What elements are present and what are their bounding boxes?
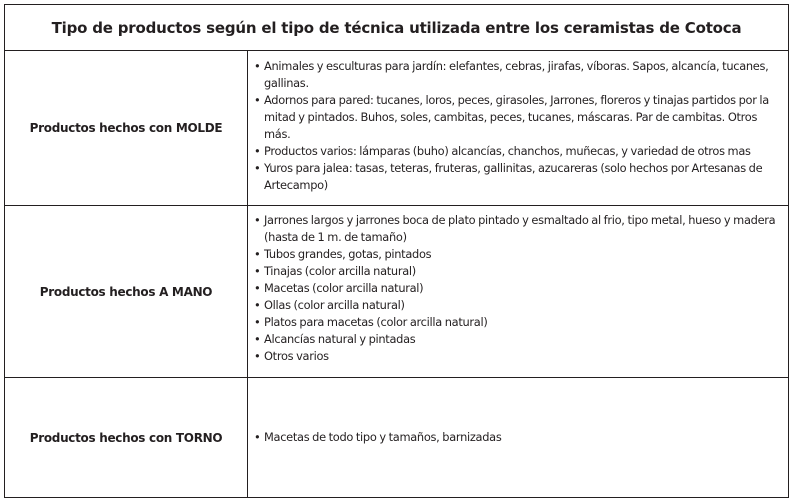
list-item: • Platos para macetas (color arcilla natural) [254,314,780,331]
list-item: • Yuros para jalea: tasas, teteras, fruteras, gallinitas, azucareras (solo hechos por Artesanas de Artecampo) [254,160,780,194]
row-label: Productos hechos con TORNO [29,430,223,445]
list-item: • Macetas de todo tipo y tamaños, barnizadas [254,429,501,446]
row-label-cell [5,378,248,497]
list-item: • Tinajas (color arcilla natural) [254,263,780,280]
products-table [4,4,789,498]
row-label: Productos hechos A MANO [39,284,213,299]
row-content-cell [248,206,788,377]
row-content-cell [248,378,788,497]
product-list [254,58,780,194]
list-item: • Jarrones largos y jarrones boca de plato pintado y esmaltado al frio, tipo metal, hueso y madera (hasta de 1 m. de tamaño) [254,212,780,246]
table-title: Tipo de productos según el tipo de técnica utilizada entre los ceramistas de Cotoca [51,18,742,37]
product-list [254,212,780,365]
row-label: Productos hechos con MOLDE [29,121,223,135]
list-item: • Animales y esculturas para jardín: elefantes, cebras, jirafas, víboras. Sapos, alcancía, tucanes, gallinas. [254,58,780,92]
row-content-cell [248,51,788,205]
list-item: • Macetas (color arcilla natural) [254,280,780,297]
list-item: • Tubos grandes, gotas, pintados [254,246,780,263]
product-list [254,429,501,446]
list-item: • Alcancías natural y pintadas [254,331,780,348]
table-row [5,378,788,497]
table-row [5,206,788,378]
list-item: • Otros varios [254,348,780,365]
list-item: • Adornos para pared: tucanes, loros, peces, girasoles, Jarrones, floreros y tinajas partidos por la mitad y pintados. Buhos, soles, cambitas, peces, tucanes, máscaras. Par de cambitas. Otros más. [254,92,780,143]
list-item: • Productos varios: lámparas (buho) alcancías, chanchos, muñecas, y variedad de otros mas [254,143,780,160]
table-row [5,51,788,206]
list-item: • Ollas (color arcilla natural) [254,297,780,314]
table-title-row [5,5,788,51]
row-label-cell [5,51,248,205]
row-label-cell [5,206,248,377]
